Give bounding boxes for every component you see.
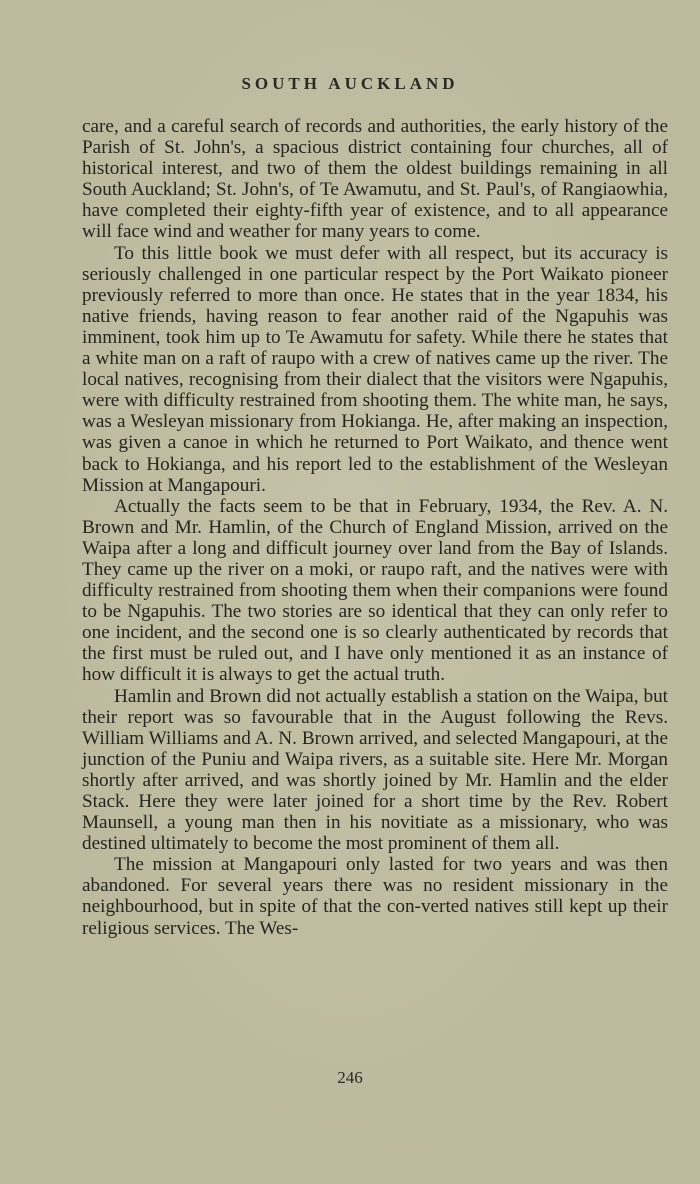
paragraph-2: To this little book we must defer with all respect, but its accuracy is seriously challenged in one particular respect by the Port Waikato pioneer previously referred to more than once. He states that in the year 1834, his native friends, having reason to fear another raid of the Ngapuhis was imminent, took him up to Te Awamutu for safety. While there he states that a white man on a raft of raupo with a crew of natives came up the river. The local natives, recognising from their dialect that the visitors were Ngapuhis, were with difficulty restrained from shooting them. The white man, he says, was a Wesleyan missionary from Hokianga. He, after making an inspection, was given a canoe in which he returned to Port Waikato, and thence went back to Hokianga, and his report led to the establishment of the Wesleyan Mission at Mangapouri. [82,242,668,496]
paragraph-5: The mission at Mangapouri only lasted for two years and was then abandoned. For several years there was no resident missionary in the neighbourhood, but in spite of that the con-verted natives still kept up their religious services. The Wes- [82,854,668,939]
paragraph-4: Hamlin and Brown did not actually establish a station on the Waipa, but their report was so favourable that in the August following the Revs. William Williams and A. N. Brown arrived, and selected Mangapouri, at the junction of the Puniu and Waipa rivers, as a suitable site. Here Mr. Morgan shortly after arrived, and was shortly joined by Mr. Hamlin and the elder Stack. Here they were later joined for a short time by the Rev. Robert Maunsell, a young man then in his novitiate as a missionary, who was destined ultimately to become the most prominent of them all. [82,685,668,855]
body-text [82,116,668,939]
paragraph-1: care, and a careful search of records and authorities, the early history of the Parish of St. John's, a spacious district containing four churches, all of historical interest, and two of them the oldest buildings remaining in all South Auckland; St. John's, of Te Awamutu, and St. Paul's, of Rangiaowhia, have completed their eighty-fifth year of existence, and to all appearance will face wind and weather for many years to come. [82,116,668,243]
running-head: SOUTH AUCKLAND [241,74,459,93]
paragraph-3: Actually the facts seem to be that in February, 1934, the Rev. A. N. Brown and Mr. Hamlin, of the Church of England Mission, arrived on the Waipa after a long and difficult journey over land from the Bay of Islands. They came up the river on a moki, or raupo raft, and the natives were with difficulty restrained from shooting them when their companions were found to be Ngapuhis. The two stories are so identical that they can only refer to one incident, and the second one is so clearly authenticated by records that the first must be ruled out, and I have only mentioned it as an instance of how difficult it is always to get the actual truth. [82,495,668,686]
page-number: 246 [337,1068,363,1087]
